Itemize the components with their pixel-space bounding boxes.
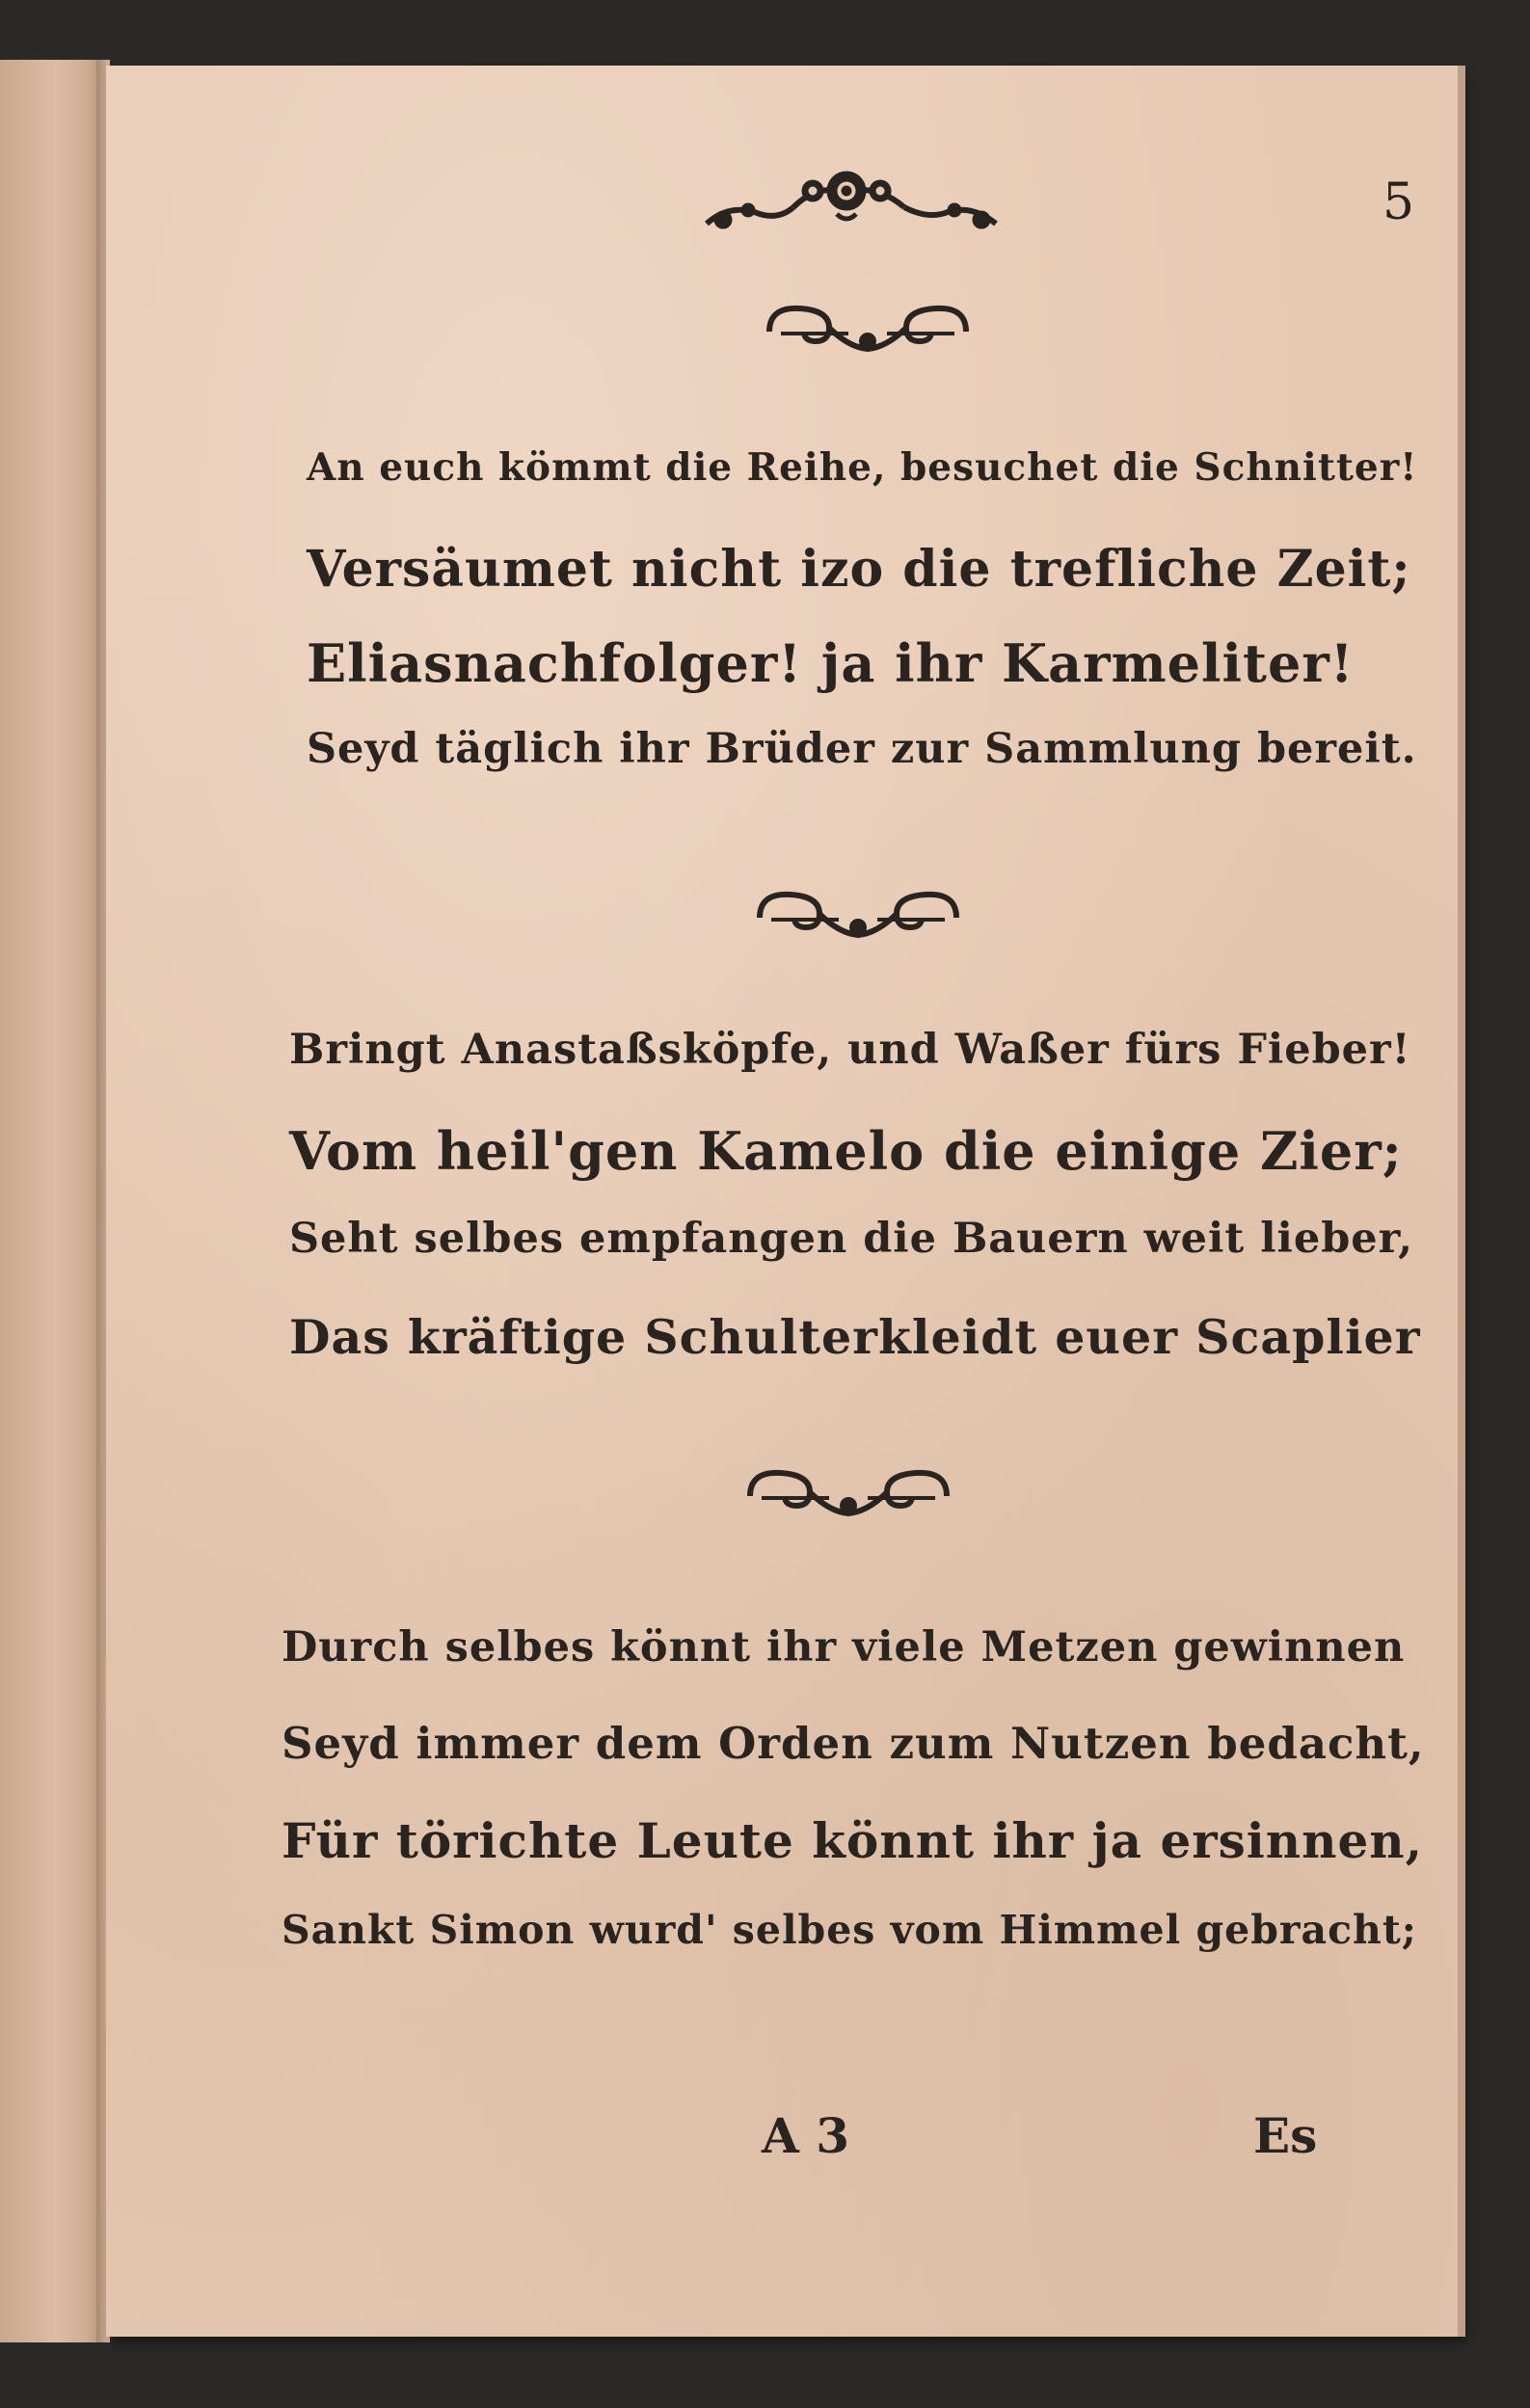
book-page [106, 66, 1460, 2337]
catchword: Es [1253, 2107, 1318, 2164]
floral-headpiece-ornament [702, 164, 1001, 241]
verse-line: Eliasnachfolger! ja ihr Karmeliter! [307, 632, 1355, 694]
scroll-divider-ornament [742, 1463, 954, 1523]
verse-line: Sankt Simon wurd' selbes vom Himmel gebracht; [282, 1907, 1417, 1953]
verse-line: Seyd täglich ihr Brüder zur Sammlung bereit. [307, 725, 1417, 773]
page-number: 5 [1382, 174, 1415, 231]
verse-line: Vom heil'gen Kamelo die einige Zier; [289, 1120, 1403, 1182]
scroll-divider-ornament [752, 885, 964, 945]
printer-signature-mark: A 3 [762, 2107, 849, 2164]
verse-line: Seht selbes empfangen die Bauern weit lieber, [289, 1215, 1414, 1263]
verse-line: Durch selbes könnt ihr viele Metzen gewinnen [282, 1623, 1406, 1672]
verse-line: An euch kömmt die Reihe, besuchet die Schnitter! [307, 445, 1418, 490]
verse-line: Das kräftige Schulterkleidt euer Scaplier [289, 1309, 1421, 1365]
verse-line: Für törichte Leute könnt ihr ja ersinnen, [282, 1812, 1424, 1869]
verse-line: Versäumet nicht izo die trefliche Zeit; [307, 540, 1411, 599]
page-edge [1458, 66, 1465, 2337]
verse-line: Seyd immer dem Orden zum Nutzen bedacht, [282, 1718, 1425, 1769]
scroll-divider-ornament [762, 299, 974, 359]
verse-line: Bringt Anastaßsköpfe, und Waßer fürs Fieber! [289, 1026, 1411, 1074]
left-page-edge [0, 60, 100, 2342]
